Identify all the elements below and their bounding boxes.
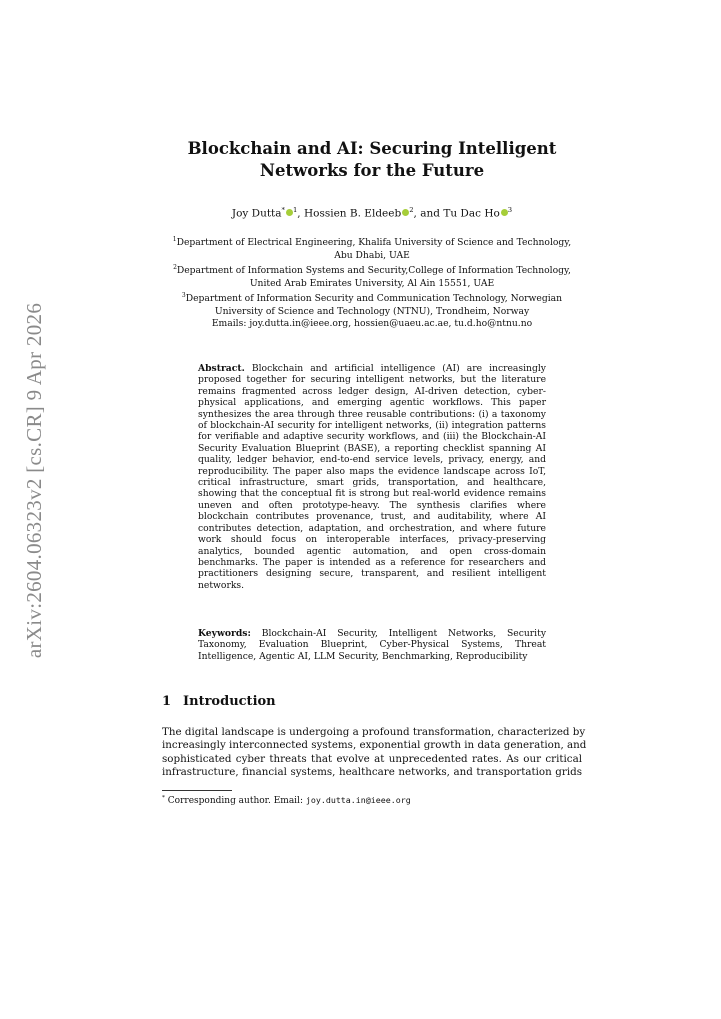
footnote-rule bbox=[162, 790, 232, 791]
affiliation-number: 3 bbox=[181, 292, 186, 300]
intro-paragraph bbox=[162, 726, 587, 780]
footnote bbox=[162, 795, 582, 806]
author-name: Tu Dac Ho bbox=[443, 207, 500, 220]
affiliation-number: 1 bbox=[172, 236, 177, 243]
author-name: Joy Dutta bbox=[231, 207, 282, 220]
affiliation-text: Department of Information Systems and Security,College of Information Technology, bbox=[176, 265, 571, 277]
abstract-text: Blockchain and artificial intelligence (AI) are increasingly proposed together for securing intelligent networks, but the literature remains fragmented across ledger design, AI-driven detection, cyber-physical applications, and emerging agentic workflows. This paper synthesizes the area through three reusable contributions: (i) a taxonomy of blockchain-AI security for intelligent networks, (ii) integration patterns for verifiable and adaptive security workflows, and (iii) the Blockchain-AI Security Evaluation Blueprint (BASE), a reporting checklist spanning AI quality, ledger behavior, end-to-end service levels, privacy, energy, and reproducibility. The paper also maps the evidence landscape across IoT, critical infrastructure, smart grids, transportation, and healthcare, showing that the conceptual fit is strong but real-world evidence remains uneven and often prototype-heavy. The synthesis clarifies where blockchain contributes provenance, trust, and auditability, where AI contributes detection, adaptation, and orchestration, and where future work should focus on interoperable interfaces, privacy-preserving analytics, bounded agentic automation, and open cross-domain benchmarks. The paper is intended as a reference for researchers and practitioners designing secure, transparent, and resilient intelligent networks. bbox=[198, 363, 546, 591]
keywords bbox=[198, 628, 546, 662]
author-affil-number: 3 bbox=[507, 206, 513, 214]
affiliation-line bbox=[160, 262, 584, 278]
section-number: 1 bbox=[162, 694, 172, 709]
abstract bbox=[198, 363, 546, 591]
intro-line: The digital landscape is undergoing a profound transformation, characterized by bbox=[162, 726, 586, 738]
section-title: Introduction bbox=[183, 694, 276, 709]
affiliation-number: 2 bbox=[173, 264, 177, 272]
footnote-email[interactable]: joy.dutta.in@ieee.org bbox=[305, 795, 411, 805]
intro-line: infrastructure, financial systems, healthcare networks, and transportation grids bbox=[162, 766, 582, 779]
paper-title bbox=[160, 138, 584, 182]
section-heading bbox=[162, 694, 582, 709]
footnote-mark: * bbox=[162, 795, 165, 801]
footnote-text: Corresponding author. Email: bbox=[167, 796, 306, 806]
author-separator: , and bbox=[413, 207, 444, 220]
arxiv-identifier bbox=[10, 302, 60, 658]
author-name: Hossien B. Eldeeb bbox=[303, 207, 402, 220]
affiliation-line bbox=[160, 234, 584, 250]
orcid-icon[interactable] bbox=[286, 209, 293, 216]
author-list bbox=[160, 206, 584, 220]
affiliation-line: University of Science and Technology (NTNU), Trondheim, Norway bbox=[214, 305, 530, 317]
abstract-label: Abstract. bbox=[198, 363, 245, 374]
affiliations bbox=[160, 234, 584, 331]
title-line-1: Blockchain and AI: Securing Intelligent bbox=[187, 139, 557, 158]
affiliation-line bbox=[160, 290, 584, 306]
author-affil-number: 1 bbox=[292, 206, 298, 214]
arxiv-identifier-text: arXiv:2604.06323v2 [cs.CR] 9 Apr 2026 bbox=[22, 302, 47, 658]
author-affil-number: 2 bbox=[409, 206, 414, 214]
affiliation-text: Department of Information Security and Communication Technology, Norwegian bbox=[185, 293, 563, 305]
corresponding-mark: * bbox=[281, 206, 285, 214]
emails-line: Emails: joy.dutta.in@ieee.org, hossien@uaeu.ac.ae, tu.d.ho@ntnu.no bbox=[211, 318, 533, 330]
affiliation-text: Department of Electrical Engineering, Khalifa University of Science and Technology, bbox=[176, 237, 572, 249]
author-separator: , bbox=[297, 207, 304, 220]
affiliation-line: Abu Dhabi, UAE bbox=[334, 249, 410, 261]
affiliation-line: United Arab Emirates University, Al Ain 15551, UAE bbox=[249, 277, 495, 289]
intro-line: sophisticated cyber threats that evolve at unprecedented rates. As our critical bbox=[162, 752, 582, 765]
keywords-label: Keywords: bbox=[198, 628, 251, 639]
intro-line: increasingly interconnected systems, exponential growth in data generation, and bbox=[162, 739, 587, 752]
orcid-icon[interactable] bbox=[501, 209, 508, 216]
title-line-2: Networks for the Future bbox=[259, 161, 485, 180]
keywords-text: Blockchain-AI Security, Intelligent Networks, Security Taxonomy, Evaluation Blueprint, Cyber-Physical Systems, Threat Intelligence, Agentic AI, LLM Security, Benchmarking, Reproducibility bbox=[198, 628, 547, 662]
